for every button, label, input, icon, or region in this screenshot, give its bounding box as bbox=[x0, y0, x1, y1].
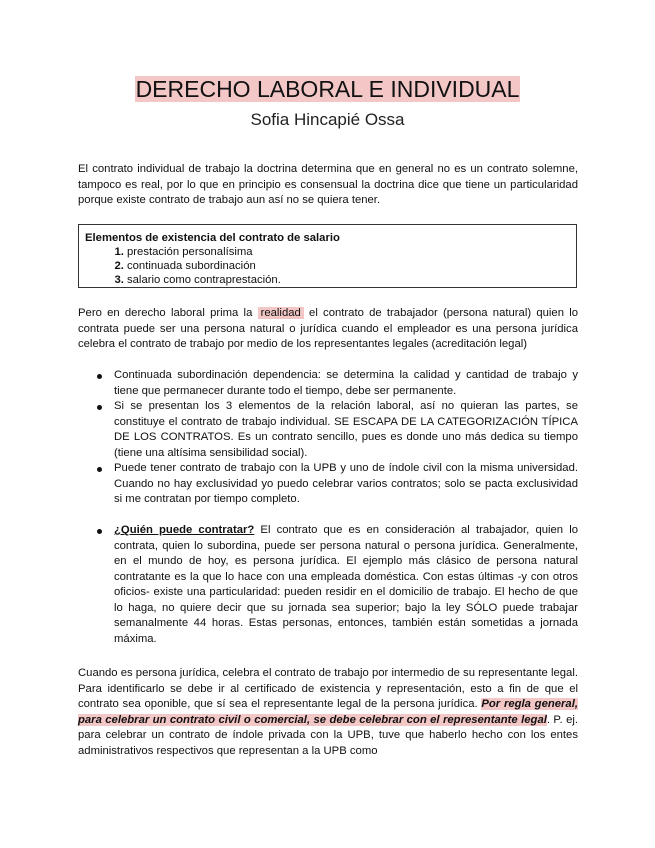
bullet-icon bbox=[97, 467, 102, 472]
text-before: Cuando es persona jurídica, celebra el contrato de trabajo por intermedio de su representante legal. Para identificarlo se debe ir al certificado de existencia y representación, esto a fin de que el contrato sea oponible, que sí sea el representante legal de la persona jurídica. bbox=[78, 667, 578, 710]
bullet-icon bbox=[97, 374, 102, 379]
legal-rep-paragraph bbox=[78, 666, 578, 759]
bullet-text: Puede tener contrato de trabajo con la UPB y uno de índole civil con la misma universidad. Cuando no hay exclusividad yo puedo celebrar varios contratos; solo se pacta exclusividad si me contratan por tiempo completo. bbox=[114, 462, 578, 505]
highlight-realidad: realidad bbox=[258, 307, 304, 319]
list-item: 1. prestación personalísima bbox=[127, 245, 570, 259]
author-name: Sofia Hincapié Ossa bbox=[250, 110, 405, 129]
reality-paragraph bbox=[78, 306, 578, 353]
bullet-list bbox=[78, 368, 578, 508]
text-after: el contrato de trabajador (persona natural) quien lo contrata puede ser una persona natural o jurídica cuando el empleador es una persona jurídica celebra el contrato de trabajo por medio de los representantes legales (acreditación legal) bbox=[78, 307, 579, 350]
elements-list bbox=[85, 245, 570, 287]
highlight-rule: Por regla general, para celebrar un contrato civil o comercial, se debe celebrar con el representante legal bbox=[78, 698, 578, 726]
elements-heading: Elementos de existencia del contrato de salario bbox=[85, 232, 340, 244]
bullet-icon bbox=[97, 529, 102, 534]
list-item bbox=[78, 399, 578, 461]
bullet-list-quien bbox=[78, 523, 578, 647]
text-before: Pero en derecho laboral prima la bbox=[78, 307, 253, 319]
bullet-text: Continuada subordinación dependencia: se determina la calidad y cantidad de trabajo y tiene que permanecer durante todo el tiempo, debe ser permanente. bbox=[114, 369, 578, 397]
title-highlight: DERECHO LABORAL E INDIVIDUAL bbox=[135, 76, 520, 102]
bullet-text: El contrato que es en consideración al trabajador, quien lo contrata, quien lo subordina, puede ser persona natural o persona jurídica. Generalmente, en el mundo de hoy, es persona jurídica. El ejemplo más clásico de persona natural contratante es la que lo hace con una empleada doméstica. Con estas últimas -y con otros oficios- existe una particularidad: pueden residir en el domicilio de trabajo. El hecho de que lo haga, no quiere decir que su jornada sea superior; bajo la ley SÓLO puede trabajar semanalmente 44 horas. Estas personas, entonces, también están sometidas a jornada máxima. bbox=[114, 524, 578, 645]
list-item: 3. salario como contraprestación. bbox=[127, 273, 570, 287]
bullet-text: Si se presentan los 3 elementos de la relación laboral, así no quieran las partes, se constituye el contrato de trabajo individual. SE ESCAPA DE LA CATEGORIZACIÓN TÍPICA DE LOS CONTRATOS. Es un contrato sencillo, pues es donde uno más dedica su tiempo (tiene una altísima sensibilidad social). bbox=[114, 400, 578, 459]
list-item bbox=[78, 368, 578, 399]
list-item: 2. continuada subordinación bbox=[127, 259, 570, 273]
bullet-icon bbox=[97, 405, 102, 410]
elements-box bbox=[78, 224, 577, 288]
list-item bbox=[78, 461, 578, 508]
question-heading: ¿Quién puede contratar? bbox=[114, 524, 255, 536]
intro-paragraph: El contrato individual de trabajo la doctrina determina que en general no es un contrato solemne, tampoco es real, por lo que en principio es consensual la doctrina dice que tiene un particularidad porque existe contrato de trabajo aun así no se quiera tener. bbox=[78, 163, 578, 206]
document-title bbox=[0, 76, 655, 103]
list-item bbox=[78, 523, 578, 647]
text-after: . P. ej. para celebrar un contrato de índole privada con la UPB, tuve que haberlo hecho con los entes administrativos respectivos que representan a la UPB como bbox=[78, 713, 578, 757]
